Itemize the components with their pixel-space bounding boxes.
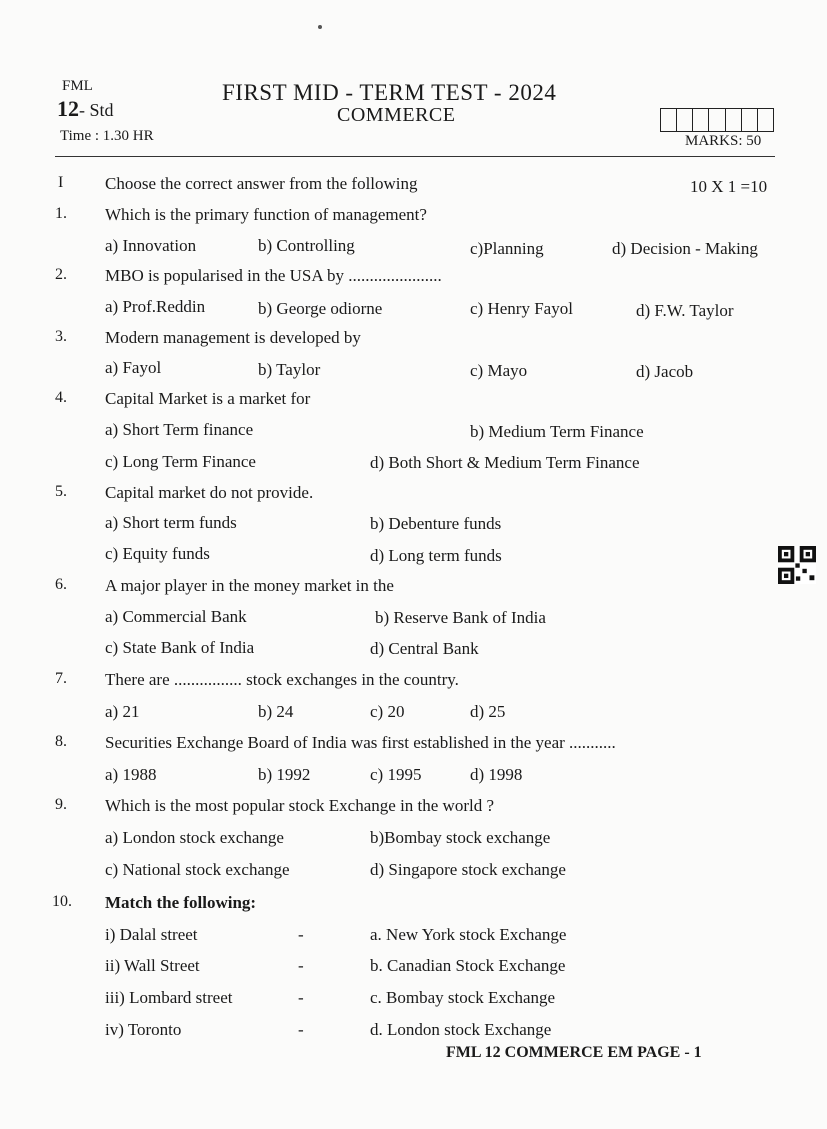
question-text: Capital market do not provide. bbox=[105, 483, 314, 502]
option: b) 1992 bbox=[258, 765, 311, 784]
question-text: Securities Exchange Board of India was first established in the year ........... bbox=[105, 733, 616, 752]
option: a) 1988 bbox=[105, 765, 157, 784]
roll-number-boxes bbox=[660, 108, 774, 132]
question-text: Modern management is developed by bbox=[105, 328, 361, 347]
match-dash: - bbox=[298, 1020, 304, 1039]
option: d) Both Short & Medium Term Finance bbox=[370, 453, 640, 472]
question-number: 3. bbox=[55, 328, 67, 345]
option: c)Planning bbox=[470, 239, 544, 258]
section-number: I bbox=[58, 174, 64, 191]
question-text: Match the following: bbox=[105, 893, 257, 912]
option: b) 24 bbox=[258, 702, 294, 721]
match-right-item: a. New York stock Exchange bbox=[370, 925, 567, 944]
question-number: 10. bbox=[52, 893, 72, 910]
option: d) Jacob bbox=[636, 362, 694, 381]
exam-code: FML bbox=[62, 78, 93, 94]
option: c) National stock exchange bbox=[105, 860, 290, 879]
option: d) 1998 bbox=[470, 765, 523, 784]
qr-code-icon bbox=[778, 546, 816, 584]
option: d) 25 bbox=[470, 702, 506, 721]
option: b) Reserve Bank of India bbox=[375, 608, 546, 627]
question-text: Which is the most popular stock Exchange in the world ? bbox=[105, 796, 495, 815]
match-dash: - bbox=[298, 988, 304, 1007]
option: b) George odiorne bbox=[258, 299, 383, 318]
match-left-item: ii) Wall Street bbox=[105, 956, 200, 975]
option: a) 21 bbox=[105, 702, 140, 721]
option: c) Long Term Finance bbox=[105, 452, 256, 471]
option: a) Innovation bbox=[105, 236, 197, 255]
question-text: Which is the primary function of management? bbox=[105, 205, 427, 224]
option: d) Decision - Making bbox=[612, 239, 758, 258]
time-label: Time : 1.30 HR bbox=[60, 128, 154, 144]
option: b) Debenture funds bbox=[370, 514, 502, 533]
section-marks: 10 X 1 =10 bbox=[690, 177, 768, 196]
question-text: Capital Market is a market for bbox=[105, 389, 311, 408]
option: b) Controlling bbox=[258, 236, 355, 255]
option: a) Fayol bbox=[105, 358, 162, 377]
option: d) Central Bank bbox=[370, 639, 479, 658]
question-text: There are ................ stock exchanges in the country. bbox=[105, 670, 459, 689]
exam-title: FIRST MID - TERM TEST - 2024 bbox=[222, 80, 557, 105]
section-instruction: Choose the correct answer from the following bbox=[105, 174, 418, 193]
option: b)Bombay stock exchange bbox=[370, 828, 551, 847]
option: c) 1995 bbox=[370, 765, 422, 784]
option: c) Equity funds bbox=[105, 544, 210, 563]
question-text: MBO is popularised in the USA by ...................... bbox=[105, 266, 442, 285]
question-number: 2. bbox=[55, 266, 67, 283]
question-number: 5. bbox=[55, 483, 67, 500]
option: b) Medium Term Finance bbox=[470, 422, 644, 441]
match-left-item: i) Dalal street bbox=[105, 925, 198, 944]
option: a) Commercial Bank bbox=[105, 607, 247, 626]
match-right-item: d. London stock Exchange bbox=[370, 1020, 552, 1039]
option: d) Singapore stock exchange bbox=[370, 860, 566, 879]
option: a) Prof.Reddin bbox=[105, 297, 206, 316]
match-dash: - bbox=[298, 956, 304, 975]
question-number: 9. bbox=[55, 796, 67, 813]
option: c) 20 bbox=[370, 702, 405, 721]
question-number: 6. bbox=[55, 576, 67, 593]
ink-dot bbox=[318, 25, 322, 29]
question-number: 8. bbox=[55, 733, 67, 750]
option: d) F.W. Taylor bbox=[636, 301, 734, 320]
marks-label: MARKS: 50 bbox=[685, 133, 762, 149]
std-label: 12- Std bbox=[57, 96, 114, 121]
option: c) Mayo bbox=[470, 361, 528, 380]
match-dash: - bbox=[298, 925, 304, 944]
option: c) Henry Fayol bbox=[470, 299, 573, 318]
option: b) Taylor bbox=[258, 360, 321, 379]
option: a) Short Term finance bbox=[105, 420, 254, 439]
question-number: 1. bbox=[55, 205, 67, 222]
match-left-item: iv) Toronto bbox=[105, 1020, 182, 1039]
option: a) London stock exchange bbox=[105, 828, 284, 847]
match-left-item: iii) Lombard street bbox=[105, 988, 233, 1007]
question-text: A major player in the money market in the bbox=[105, 576, 394, 595]
question-number: 7. bbox=[55, 670, 67, 687]
page-footer: FML 12 COMMERCE EM PAGE - 1 bbox=[446, 1044, 702, 1061]
match-right-item: b. Canadian Stock Exchange bbox=[370, 956, 566, 975]
option: a) Short term funds bbox=[105, 513, 237, 532]
option: c) State Bank of India bbox=[105, 638, 255, 657]
option: d) Long term funds bbox=[370, 546, 502, 565]
header-rule bbox=[55, 156, 775, 157]
match-right-item: c. Bombay stock Exchange bbox=[370, 988, 556, 1007]
subject-title: COMMERCE bbox=[337, 104, 456, 126]
question-number: 4. bbox=[55, 389, 67, 406]
